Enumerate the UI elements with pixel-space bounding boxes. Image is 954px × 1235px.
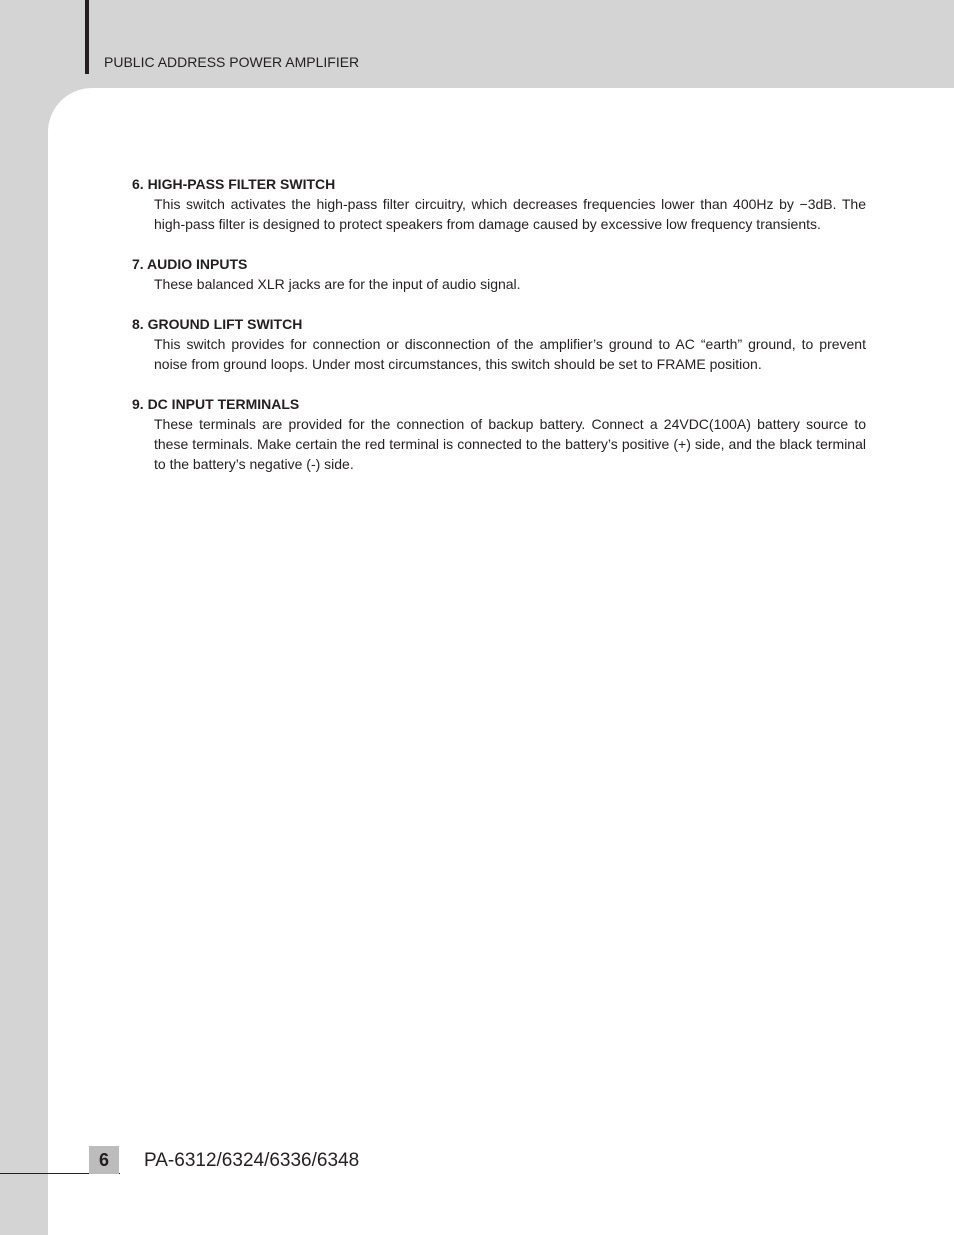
section-title: 6. HIGH-PASS FILTER SWITCH: [132, 176, 336, 192]
page-number-badge: [89, 1146, 119, 1174]
sections-list: [132, 174, 866, 494]
section-body: These balanced XLR jacks are for the input of audio signal.: [154, 276, 521, 292]
section-body: This switch activates the high-pass filter circuitry, which decreases frequencies lower than 400Hz by −3dB. The high-pass filter is designed to protect speakers from damage caused by excessive low frequency transients.: [154, 196, 866, 232]
section-title: 9. DC INPUT TERMINALS: [132, 396, 300, 412]
section-ground-lift-switch: [132, 314, 866, 374]
section-body: These terminals are provided for the connection of backup battery. Connect a 24VDC(100A) battery source to these terminals. Make certain the red terminal is connected to the battery’s positive (+) side, and the black terminal to the battery’s negative (-) side.: [154, 416, 866, 472]
model-name: PA-6312/6324/6336/6348: [144, 1150, 360, 1171]
section-body: This switch provides for connection or disconnection of the amplifier’s ground to AC “earth” ground, to prevent noise from ground loops. Under most circumstances, this switch should be set to FRAME position.: [154, 336, 866, 372]
section-high-pass-filter-switch: [132, 174, 866, 234]
header-accent-bar: [85, 0, 89, 74]
page-number: 6: [98, 1150, 109, 1170]
section-title: 7. AUDIO INPUTS: [132, 256, 248, 272]
section-title: 8. GROUND LIFT SWITCH: [132, 316, 303, 332]
running-header: PUBLIC ADDRESS POWER AMPLIFIER: [104, 54, 360, 70]
section-audio-inputs: [132, 254, 866, 294]
section-dc-input-terminals: [132, 394, 866, 474]
